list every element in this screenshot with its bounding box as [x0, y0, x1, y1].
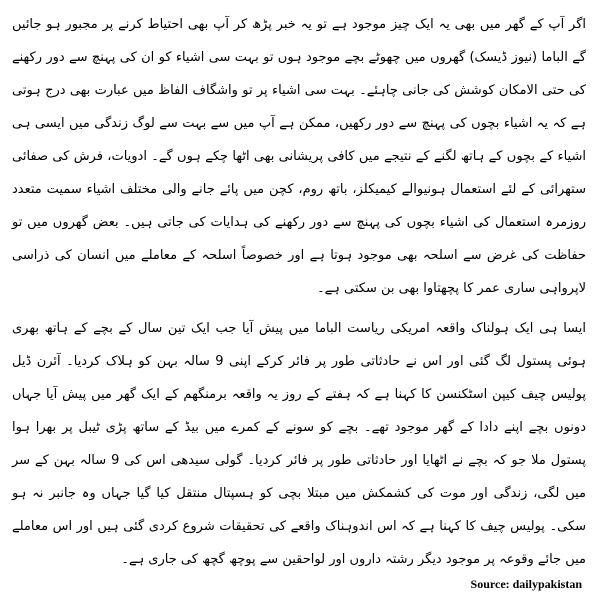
article-paragraph-2: ایسا ہی ایک ہولناک واقعہ امریکی ریاست الباما میں پیش آیا جب ایک تین سال کے بچے کے ہاتھ بھری ہوئی پستول لگ گئی اور اس نے حادثاتی طور پر فائر کرکے اپنی 9 سالہ بہن کو ہلاک کردیا۔ آئرن ڈیل پولیس چیف کیپن اسٹکنسن کا کہنا ہے کہ ہفتے کے روز یہ واقعہ برمنگھم کے ایک گھر میں پیش آیا جہاں دونوں بچے اپنے دادا کے گھر موجود تھے۔ بچے کو سونے کے کمرے میں بیڈ کے ساتھ پڑی ٹیبل پر بھرا ہوا پستول ملا جو کہ بچے نے اٹھایا اور حادثاتی طور پر فائر کردیا۔ گولی سیدھی اس کی 9 سالہ بہن کے سر میں لگی، زندگی اور موت کی کشمکش میں مبتلا بچی کو ہسپتال منتقل کیا گیا جہاں وہ جانبر نہ ہو سکی۔ پولیس چیف کا کہنا ہے کہ اس اندوہناک واقعے کی تحقیقات شروع کردی گئی ہیں اور اس معاملے میں جائے وقوعہ پر موجود دیگر رشتہ داروں اور لواحقین سے پوچھ گچھ کی جاری ہے۔ — [12, 321, 587, 567]
article-paragraph-1: اگر آپ کے گھر میں بھی یہ ایک چیز موجود ہے تو یہ خبر پڑھ کر آپ بھی احتیاط کرنے پر مجبور ہو جائیں گے الباما (نیوز ڈیسک) گھروں میں چھوٹے بچے موجود ہوں تو بہت سی اشیاء کو ان کی پہنچ سے دور رکھنے کی حتی الامکان کوشش کی جانی چاہئے۔ بہت سی اشیاء پر تو واشگاف الفاظ میں عبارت بھی درج ہوتی ہے کہ یہ اشیاء بچوں کی پہنچ سے دور رکھیں، ممکن ہے آپ میں سے بہت سے لوگ زندگی میں ایسی ہی اشیاء کے بچوں کے ہاتھ لگنے کے نتیجے میں کافی پریشانی بھی اٹھا چکے ہوں گے۔ ادویات، فرش کی صفائی ستھرائی کے لئے استعمال ہونیوالے کیمیکلز، باتھ روم، کچن میں پائے جانے والی مختلف اشیاء سمیت متعدد روزمرہ استعمال کی اشیاء بچوں کی پہنچ سے دور رکھنے کی ہدایات کی جاتی ہیں۔ بعض گھروں میں تو حفاظت کی غرض سے اسلحہ بھی موجود ہوتا ہے اور خصوصاً اسلحہ کے معاملے میں انسان کی ذراسی لاپرواہی ساری عمر کا پچھتاوا بھی بن سکتی ہے۔ — [12, 17, 586, 296]
source-credit: Source: dailypakistan — [470, 577, 582, 591]
